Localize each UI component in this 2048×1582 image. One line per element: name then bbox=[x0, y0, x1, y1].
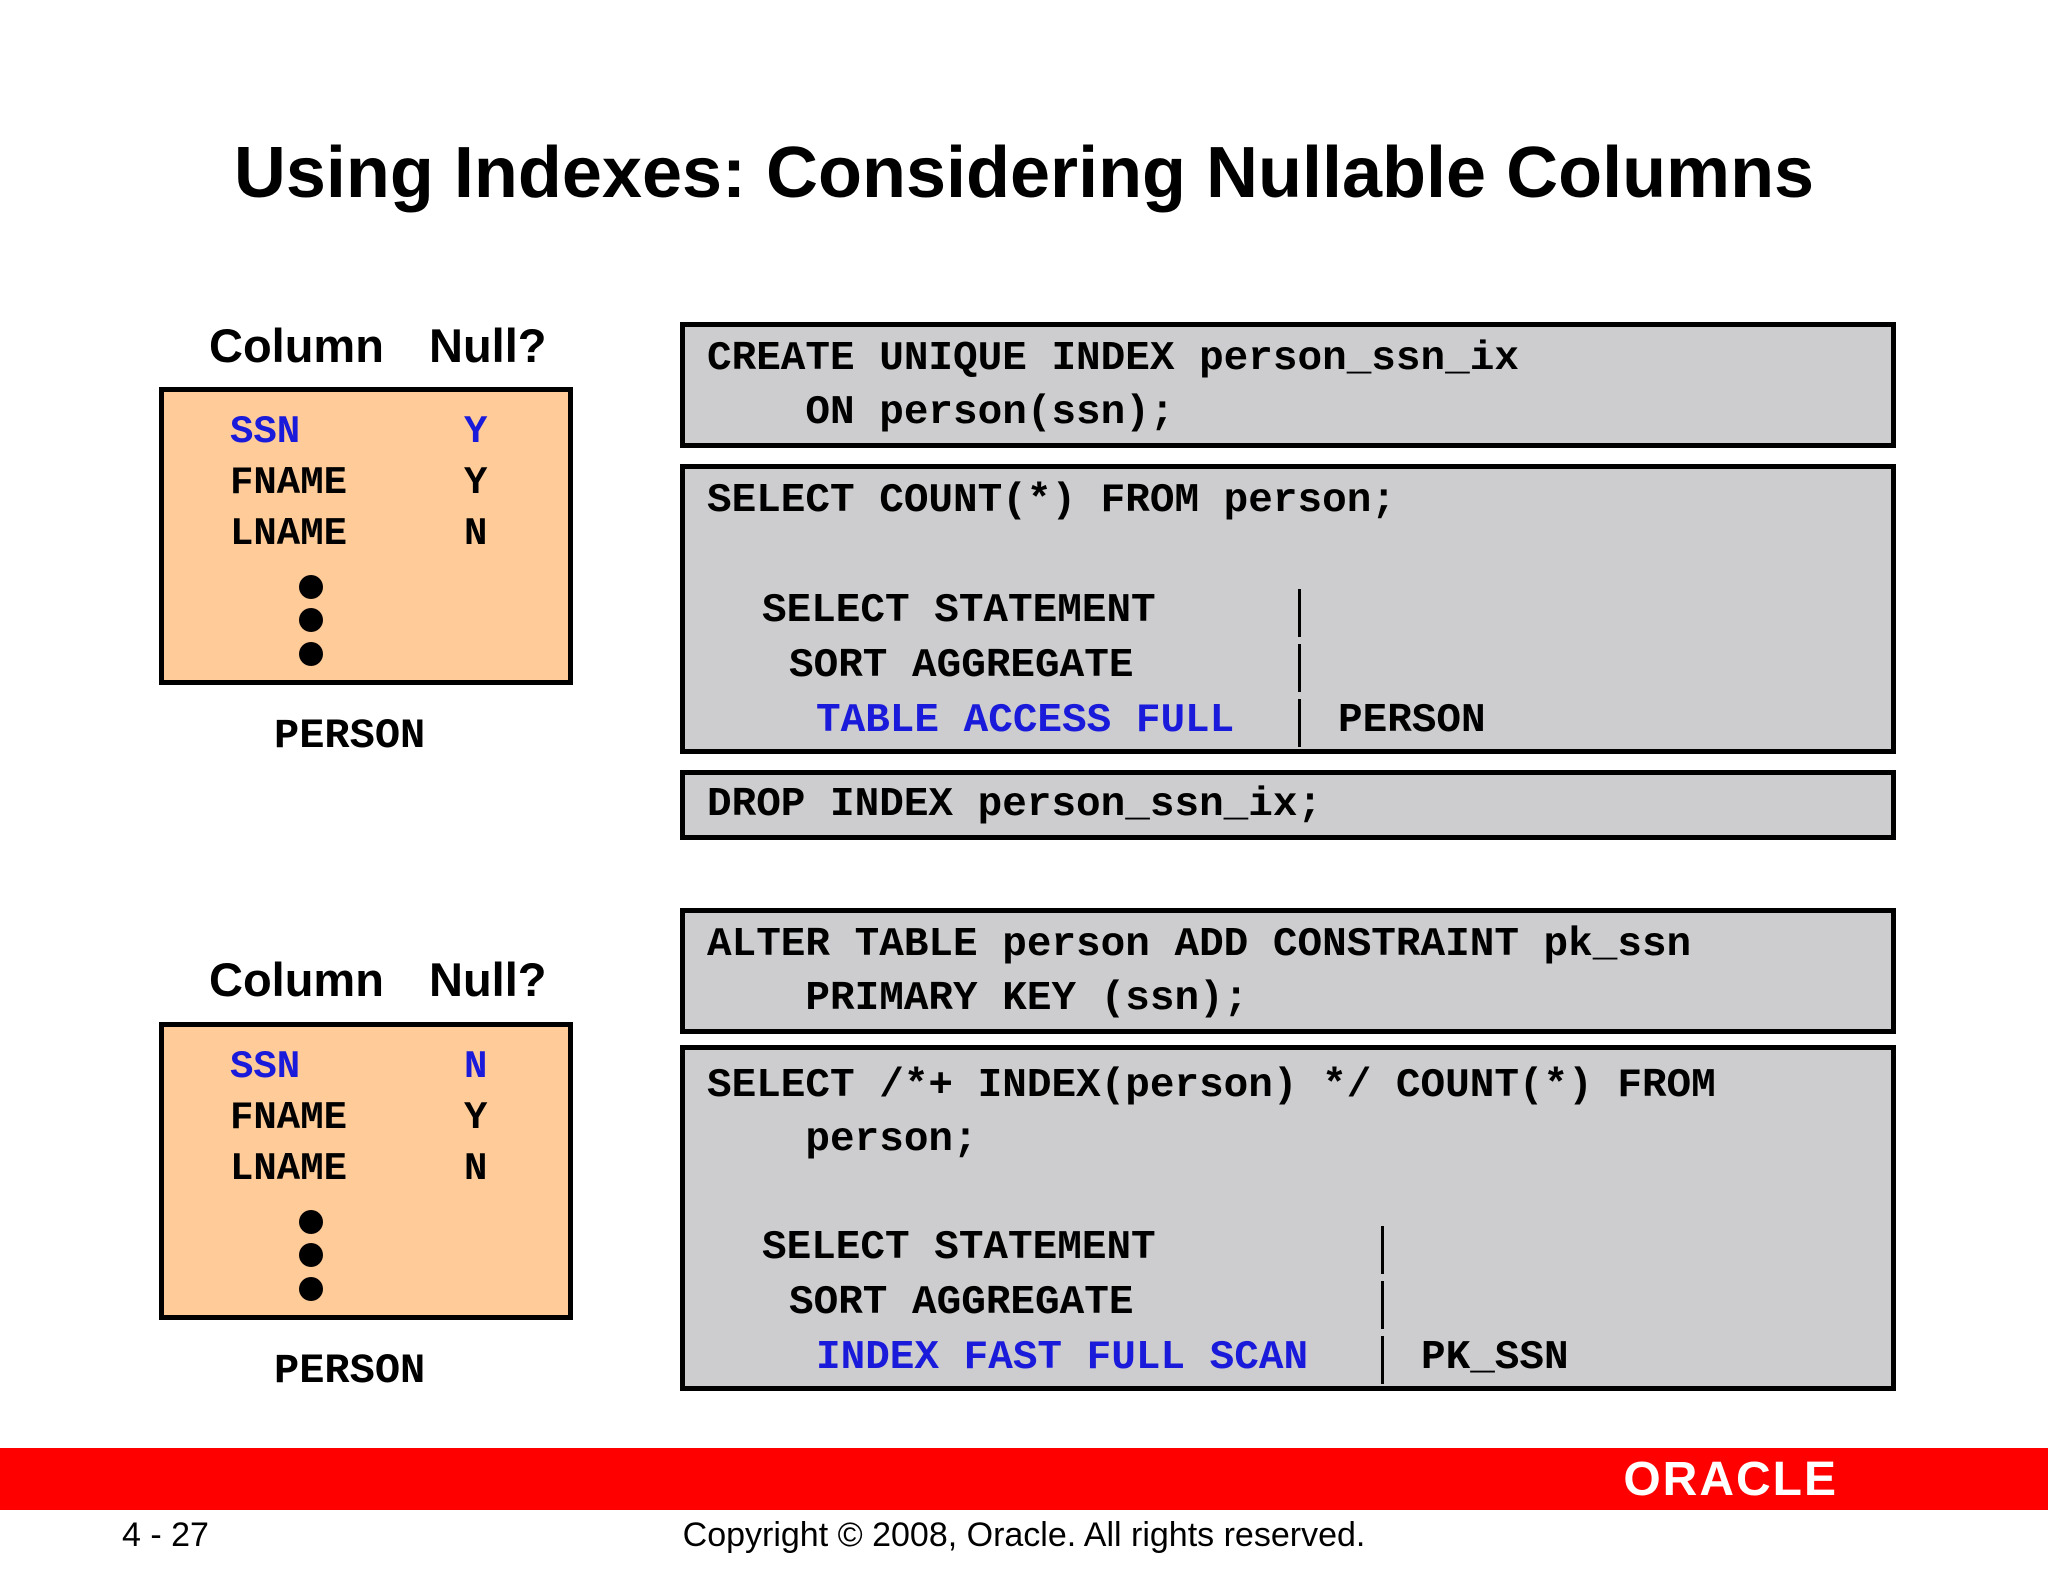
plan-op: SELECT STATEMENT bbox=[762, 1225, 1156, 1271]
person-table-1 bbox=[159, 387, 573, 685]
row-lname-column: LNAME bbox=[230, 1147, 348, 1191]
plan-op: SELECT STATEMENT bbox=[762, 588, 1156, 634]
ellipsis-dot-icon bbox=[299, 1243, 323, 1267]
row-ssn-null: N bbox=[464, 1045, 488, 1089]
column-separator bbox=[1381, 1336, 1384, 1384]
plan-object: PERSON bbox=[1338, 698, 1486, 744]
row-ssn-column: SSN bbox=[230, 410, 301, 454]
column-separator bbox=[1298, 589, 1301, 637]
page-number: 4 - 27 bbox=[122, 1516, 209, 1554]
code-line: ALTER TABLE person ADD CONSTRAINT pk_ssn bbox=[707, 922, 1692, 968]
code-line: CREATE UNIQUE INDEX person_ssn_ix bbox=[707, 336, 1519, 382]
plan-op: SORT AGGREGATE bbox=[789, 1280, 1134, 1326]
slide-title: Using Indexes: Considering Nullable Columns bbox=[233, 133, 1815, 213]
row-ssn-column: SSN bbox=[230, 1045, 301, 1089]
column-header: Column bbox=[209, 319, 384, 372]
row-ssn-null: Y bbox=[464, 410, 488, 454]
ellipsis-dot-icon bbox=[299, 1210, 323, 1234]
query-line: SELECT /*+ INDEX(person) */ COUNT(*) FROM bbox=[707, 1063, 1716, 1109]
column-separator bbox=[1298, 644, 1301, 692]
ellipsis-dot-icon bbox=[299, 1277, 323, 1301]
row-lname-null: N bbox=[464, 512, 488, 556]
row-fname-column: FNAME bbox=[230, 1096, 348, 1140]
query-line: person; bbox=[707, 1117, 978, 1163]
code-line: ON person(ssn); bbox=[707, 390, 1175, 436]
code-line: DROP INDEX person_ssn_ix; bbox=[707, 782, 1323, 828]
plan-op-highlight: TABLE ACCESS FULL bbox=[816, 698, 1235, 744]
query-line: SELECT COUNT(*) FROM person; bbox=[707, 478, 1396, 524]
column-separator bbox=[1381, 1226, 1384, 1274]
column-separator bbox=[1381, 1281, 1384, 1329]
column-header: Column bbox=[209, 953, 384, 1006]
ellipsis-dot-icon bbox=[299, 608, 323, 632]
code-line: PRIMARY KEY (ssn); bbox=[707, 976, 1249, 1022]
table-name: PERSON bbox=[274, 1347, 426, 1395]
create-index-box bbox=[680, 322, 1896, 448]
null-header: Null? bbox=[429, 319, 547, 372]
plan-object: PK_SSN bbox=[1421, 1335, 1569, 1381]
plan-op: SORT AGGREGATE bbox=[789, 643, 1134, 689]
ellipsis-dot-icon bbox=[299, 642, 323, 666]
oracle-logo: ORACLE bbox=[1623, 1453, 1838, 1506]
null-header: Null? bbox=[429, 953, 547, 1006]
row-lname-null: N bbox=[464, 1147, 488, 1191]
row-fname-null: Y bbox=[464, 461, 488, 505]
query-plan-box bbox=[680, 1045, 1896, 1391]
column-separator bbox=[1298, 699, 1301, 747]
ellipsis-dot-icon bbox=[299, 575, 323, 599]
plan-op-highlight: INDEX FAST FULL SCAN bbox=[816, 1335, 1309, 1381]
row-fname-null: Y bbox=[464, 1096, 488, 1140]
row-lname-column: LNAME bbox=[230, 512, 348, 556]
copyright: Copyright © 2008, Oracle. All rights reserved. bbox=[682, 1516, 1366, 1554]
row-fname-column: FNAME bbox=[230, 461, 348, 505]
query-plan-box bbox=[680, 464, 1896, 754]
alter-table-box bbox=[680, 908, 1896, 1034]
table-name: PERSON bbox=[274, 712, 426, 760]
person-table-2 bbox=[159, 1022, 573, 1320]
drop-index-box bbox=[680, 770, 1896, 840]
